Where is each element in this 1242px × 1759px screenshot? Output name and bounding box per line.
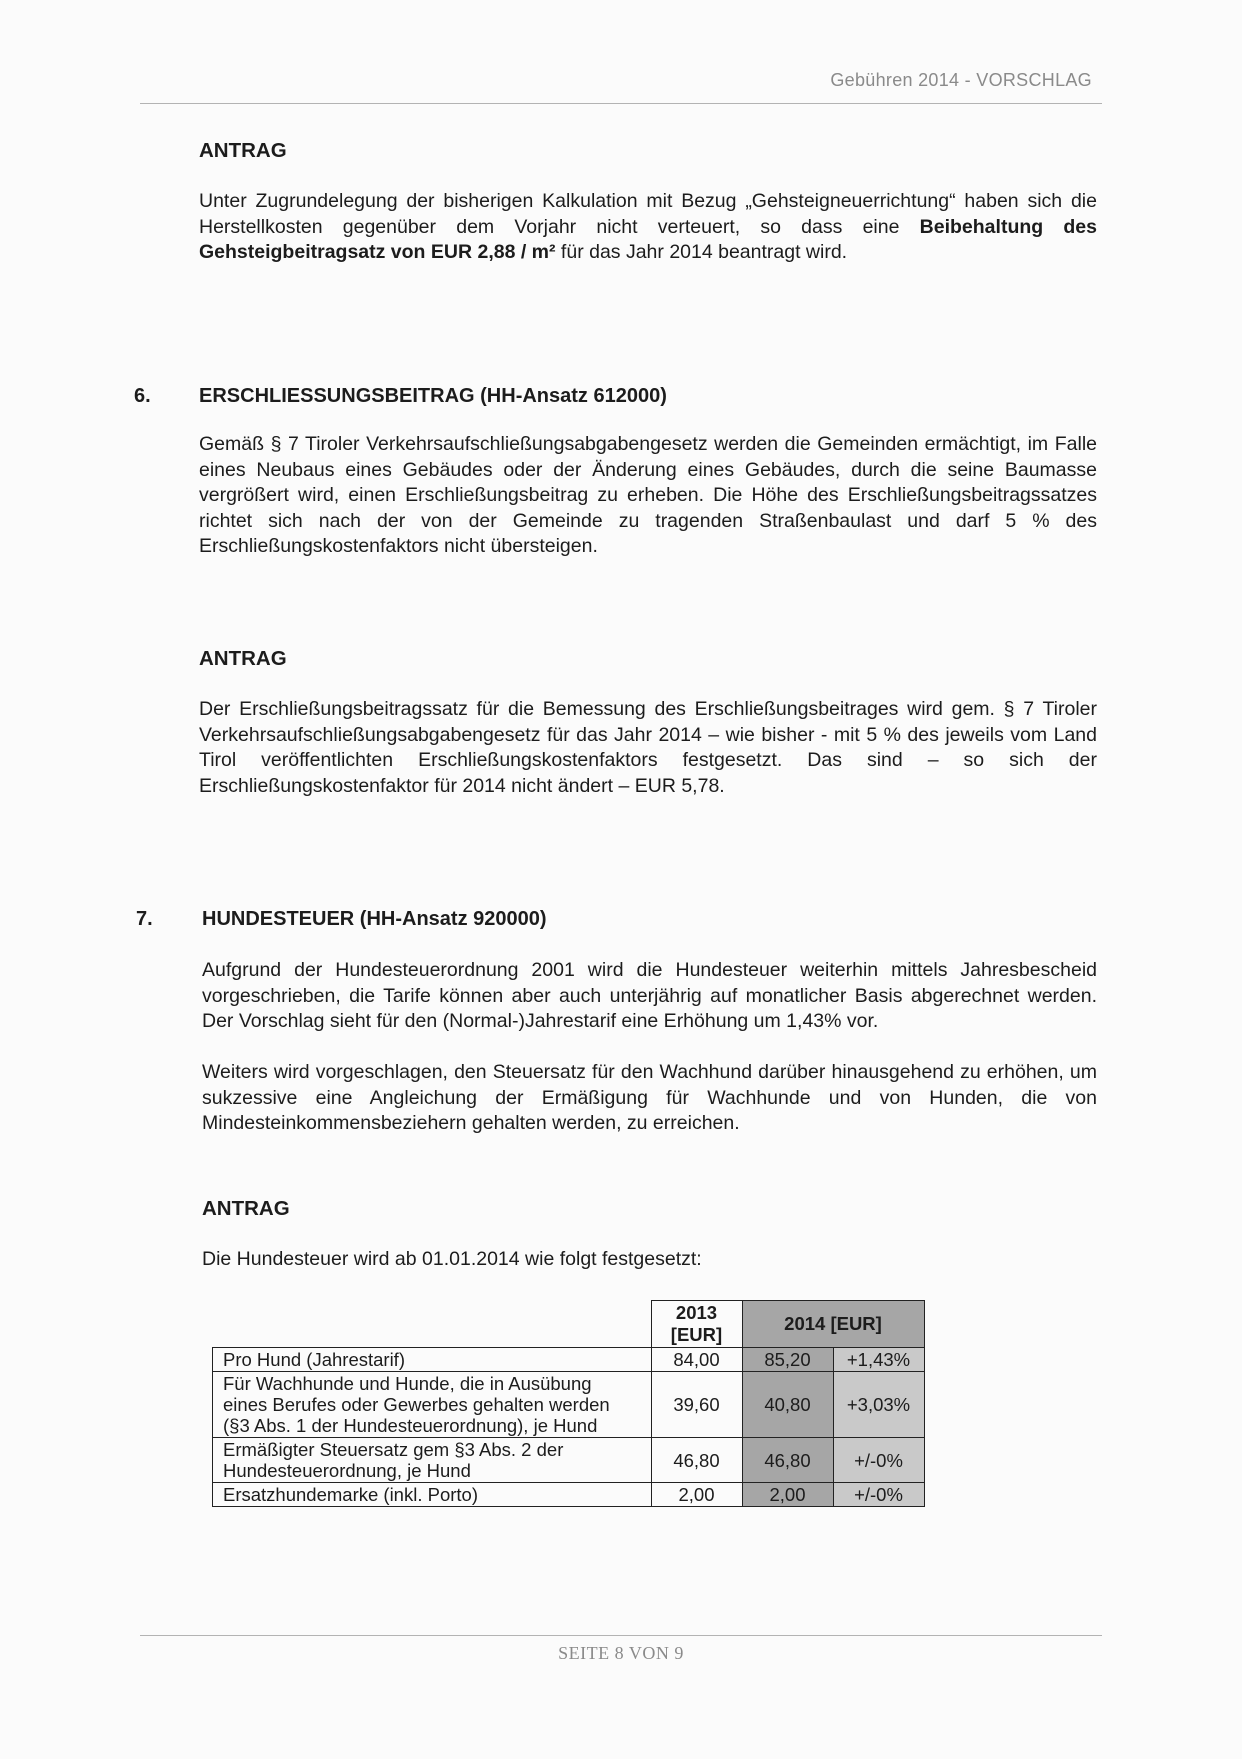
section6-number: 6. (134, 385, 151, 407)
section6-heading: ERSCHLIESSUNGSBEITRAG (HH-Ansatz 612000) (199, 385, 667, 407)
row-value-2014: 46,80 (742, 1438, 833, 1483)
section7-body-1: Aufgrund der Hundesteuerordnung 2001 wird die Hundesteuer weiterhin mittels Jahresbescheid vorgeschrieben, die Tarife können aber auch unterjährig auf monatlicher Basis abgerechnet werden. Der Vorschlag sieht für den (Normal-)Jahrestarif eine Erhöhung um 1,43% vor. (202, 959, 1097, 1032)
section5-text-part1: Unter Zugrundelegung der bisherigen Kalkulation mit Bezug „Gehsteigneuerrichtung“ haben sich die Herstellkosten gegenüber dem Vorjahr nicht verteuert, so dass eine (199, 190, 1097, 238)
table-row (213, 1483, 925, 1507)
table-row (213, 1348, 925, 1372)
row-value-2014: 40,80 (742, 1372, 833, 1438)
table-row (213, 1438, 925, 1483)
section7-heading: HUNDESTEUER (HH-Ansatz 920000) (202, 908, 547, 930)
section5-text-bold: Beibehaltung des Gehsteigbeitragsatz von EUR 2,88 / m² (199, 215, 1097, 263)
row-value-2013: 46,80 (651, 1438, 742, 1483)
section7-body-2: Weiters wird vorgeschlagen, den Steuersatz für den Wachhund darüber hinausgehend zu erhöhen, um sukzessive eine Angleichung der Ermäßigung für Wachhunde und von Hunden, die von Mindesteinkommensbeziehern gehalten werden, zu erreichen. (202, 1061, 1097, 1134)
dog-tax-table (212, 1300, 925, 1507)
section7-antrag-label: ANTRAG (202, 1197, 290, 1220)
section5-antrag-text (199, 189, 1097, 266)
page-number: SEITE 8 VON 9 (558, 1643, 684, 1663)
section6-body: Gemäß § 7 Tiroler Verkehrsaufschließungsabgabengesetz werden die Gemeinden ermächtigt, im Falle eines Neubaus eines Gebäudes oder der Änderung eines Gebäudes, durch die seine Baumasse vergrößert wird, einen Erschließungsbeitrag zu erheben. Die Höhe des Erschließungsbeitragssatzes richtet sich nach der von der Gemeinde zu tragenden Straßenbaulast und darf 5 % des Erschließungskostenfaktors nicht übersteigen. (199, 433, 1097, 557)
table-header-2013: 2013 [EUR] (651, 1301, 742, 1348)
footer-divider (140, 1635, 1102, 1636)
table-header-blank (213, 1301, 652, 1348)
row-value-2014: 85,20 (742, 1348, 833, 1372)
section5-text-part2: für das Jahr 2014 beantragt wird. (555, 241, 848, 263)
table-header-row (213, 1301, 925, 1348)
row-change: +/-0% (833, 1438, 924, 1483)
row-label: Für Wachhunde und Hunde, die in Ausübung eines Berufes oder Gewerbes gehalten werden (§3 Abs. 1 der Hundesteuerordnung), je Hund (213, 1372, 652, 1438)
row-label: Ermäßigter Steuersatz gem §3 Abs. 2 der Hundesteuerordnung, je Hund (213, 1438, 652, 1483)
section6-antrag-label: ANTRAG (199, 647, 287, 670)
row-change: +1,43% (833, 1348, 924, 1372)
row-value-2013: 39,60 (651, 1372, 742, 1438)
row-change: +3,03% (833, 1372, 924, 1438)
section5-antrag-label: ANTRAG (199, 139, 287, 162)
row-change: +/-0% (833, 1483, 924, 1507)
row-value-2013: 84,00 (651, 1348, 742, 1372)
header-divider (140, 103, 1102, 104)
row-value-2014: 2,00 (742, 1483, 833, 1507)
section7-antrag-text: Die Hundesteuer wird ab 01.01.2014 wie folgt festgesetzt: (202, 1248, 702, 1270)
section7-number: 7. (136, 908, 153, 930)
row-value-2013: 2,00 (651, 1483, 742, 1507)
table-header-2014: 2014 [EUR] (742, 1301, 924, 1348)
row-label: Pro Hund (Jahrestarif) (213, 1348, 652, 1372)
page-header-title: Gebühren 2014 - VORSCHLAG (830, 70, 1092, 90)
table-row (213, 1372, 925, 1438)
section6-antrag-text: Der Erschließungsbeitragssatz für die Bemessung des Erschließungsbeitrages wird gem. § 7 Tiroler Verkehrsaufschließungsabgabengesetz für das Jahr 2014 – wie bisher - mit 5 % des jeweils vom Land Tirol veröffentlichten Erschließungskostenfaktors festgesetzt. Das sind – so sich der Erschließungskostenfaktor für 2014 nicht ändert – EUR 5,78. (199, 698, 1097, 797)
row-label: Ersatzhundemarke (inkl. Porto) (213, 1483, 652, 1507)
